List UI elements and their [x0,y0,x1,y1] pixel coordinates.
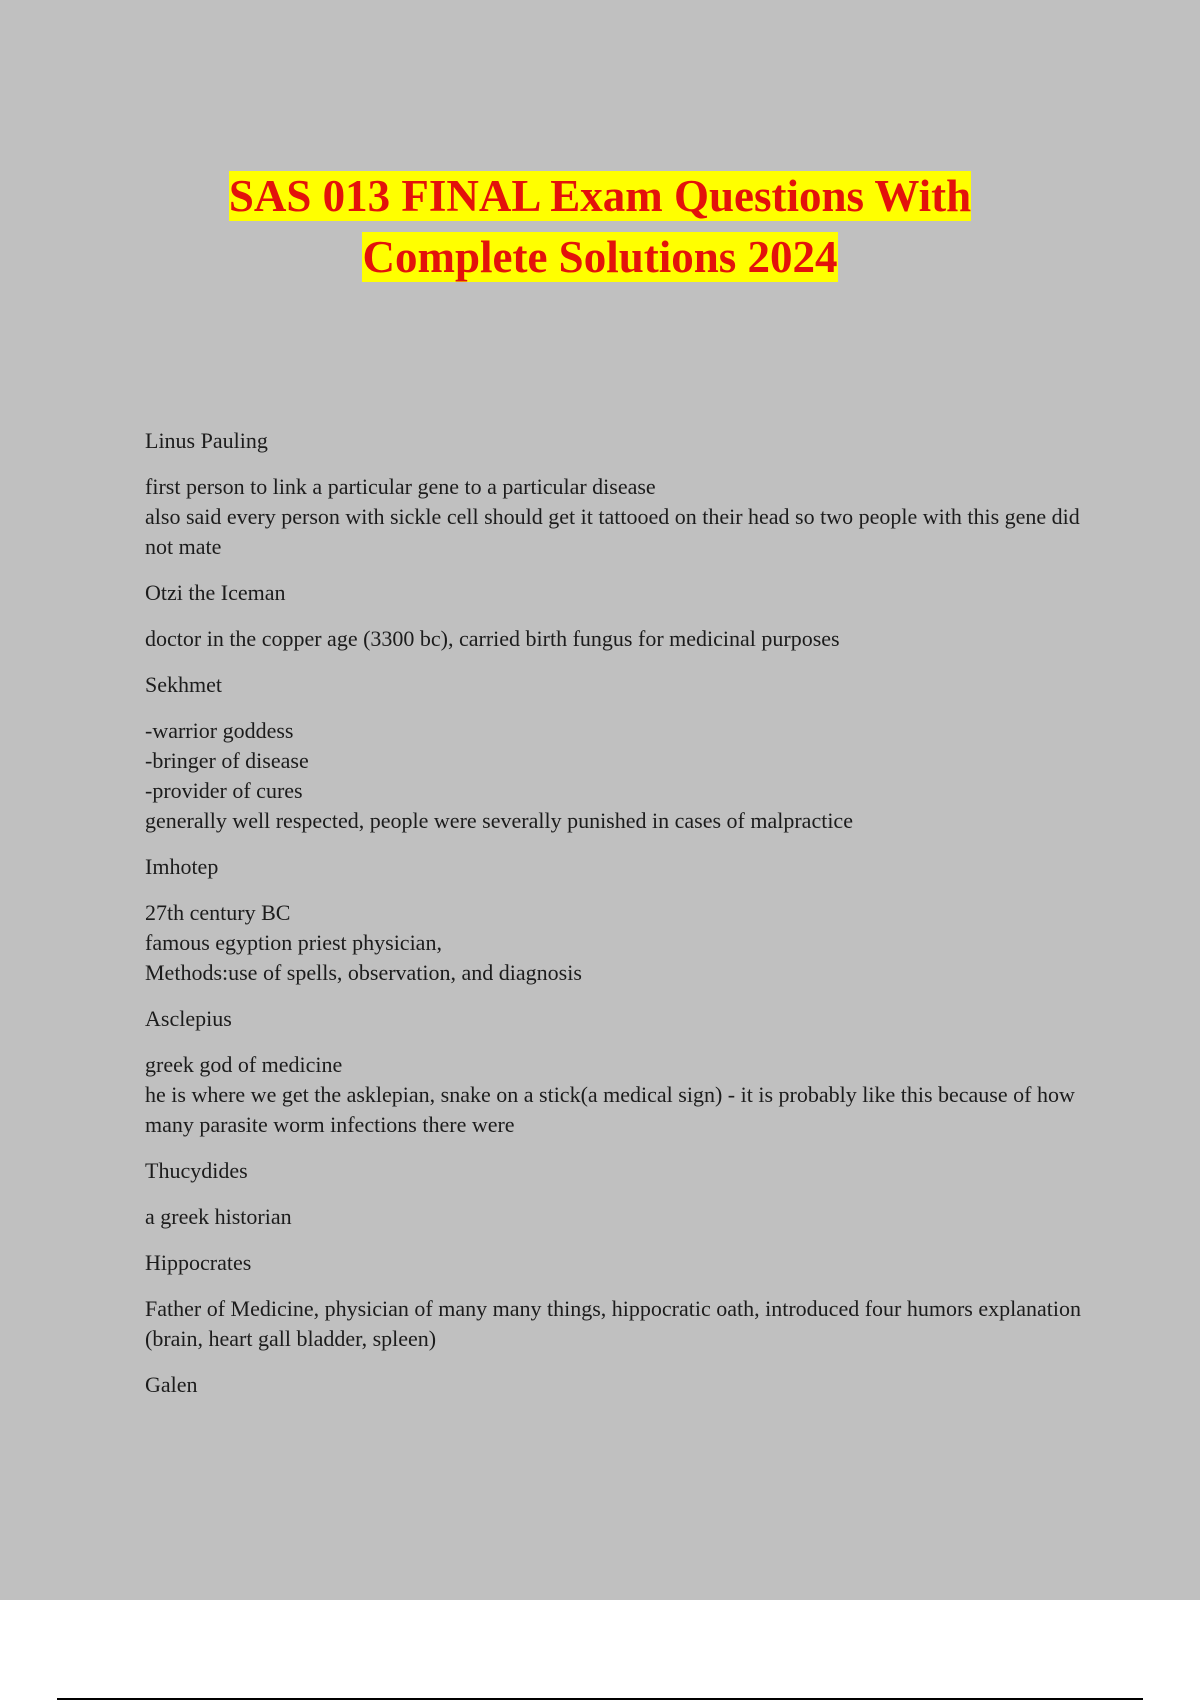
term-otzi-the-iceman: Otzi the Iceman [145,580,286,605]
definition-line: famous egyption priest physician, [145,930,442,955]
definition-thucydides [145,1202,1095,1232]
document-title [0,166,1200,288]
definition-sekhmet [145,716,1095,836]
term-thucydides: Thucydides [145,1158,248,1183]
definition-line: first person to link a particular gene to a particular disease [145,474,656,499]
definition-otzi-the-iceman [145,624,1095,654]
definition-line: -bringer of disease [145,748,309,773]
definition-asclepius [145,1050,1095,1140]
title-line-1: SAS 013 FINAL Exam Questions With [228,171,972,221]
term-sekhmet: Sekhmet [145,672,222,697]
term-imhotep: Imhotep [145,854,219,879]
definition-line: -warrior goddess [145,718,294,743]
term-asclepius: Asclepius [145,1006,232,1031]
definition-line: -provider of cures [145,778,303,803]
definition-imhotep [145,898,1095,988]
definition-hippocrates [145,1294,1095,1354]
definition-line: Methods:use of spells, observation, and diagnosis [145,960,582,985]
definition-line: he is where we get the asklepian, snake on a stick(a medical sign) - it is probably like this because of how many parasite worm infections there were [145,1082,1075,1137]
definition-line: a greek historian [145,1204,292,1229]
term-galen: Galen [145,1372,198,1397]
definition-line: greek god of medicine [145,1052,343,1077]
definition-line: doctor in the copper age (3300 bc), carried birth fungus for medicinal purposes [145,626,840,651]
flashcard-list [145,426,1095,1416]
definition-line: Father of Medicine, physician of many many things, hippocratic oath, introduced four humors explanation (brain, heart gall bladder, spleen) [145,1296,1081,1351]
title-line-2: Complete Solutions 2024 [362,232,838,282]
term-linus-pauling: Linus Pauling [145,428,268,453]
definition-linus-pauling [145,472,1095,562]
definition-line: 27th century BC [145,900,291,925]
term-hippocrates: Hippocrates [145,1250,252,1275]
definition-line: generally well respected, people were severally punished in cases of malpractice [145,808,853,833]
definition-line: also said every person with sickle cell should get it tattooed on their head so two people with this gene did not mate [145,504,1080,559]
